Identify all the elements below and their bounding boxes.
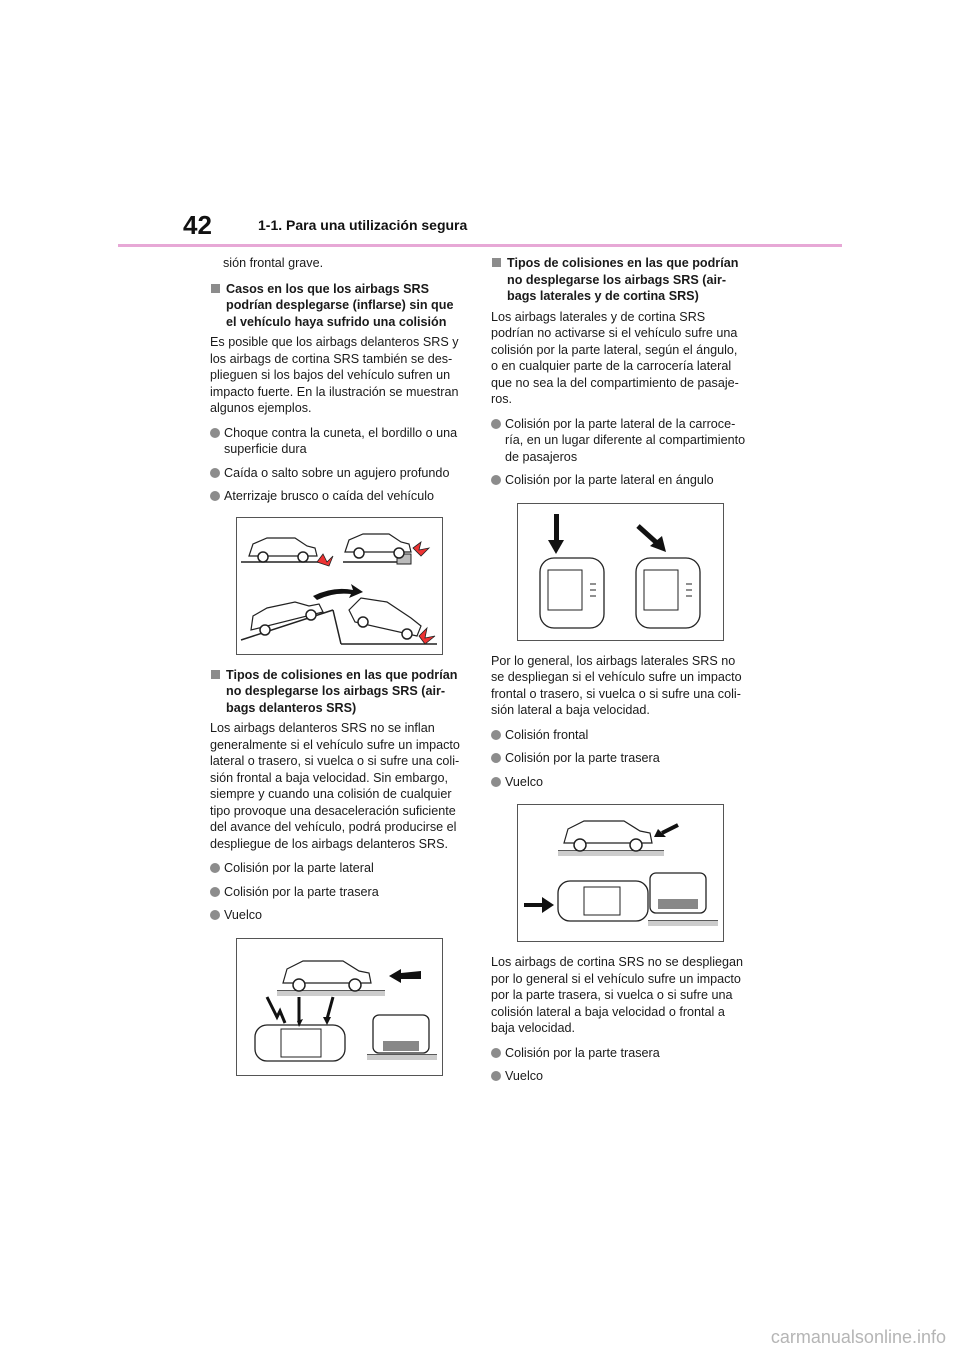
header-rule: [118, 244, 842, 247]
bullet-item: [491, 774, 746, 791]
paragraph: Los airbags laterales y de cortina SRS podrían no activarse si el vehículo sufre una colisión por la parte lateral, según el ángulo, o en cualquier parte de la carrocería lateral que no sea la del compartimiento de pasaje- ros.: [491, 309, 739, 406]
bullet-text: Colisión por la parte trasera: [505, 751, 660, 765]
bullet-text: Colisión por la parte lateral de la carroce- ría, en un lugar diferente al compartimiento de pasajeros: [505, 416, 746, 464]
bullet-text: Aterrizaje brusco o caída del vehículo: [224, 489, 435, 503]
heading-text: Tipos de colisiones en las que podrían no desplegarse los airbags SRS (air- bags delanteros SRS): [226, 667, 458, 715]
bullet-dot-icon: [491, 419, 501, 429]
bullet-text: Caída o salto sobre un agujero profundo: [224, 465, 450, 480]
bullet-item: [210, 425, 465, 458]
bullet-item: [210, 465, 465, 482]
bullet-text: Colisión por la parte lateral en ángulo: [505, 473, 714, 487]
paragraph: Los airbags de cortina SRS no se despliegan por lo general si el vehículo sufre un impacto por la parte trasera, si vuelca o si sufre una colisión lateral a baja velocidad o frontal a baja velocidad.: [491, 955, 744, 1035]
bullet-item: [491, 1045, 746, 1062]
bullet-dot-icon: [210, 887, 220, 897]
illustration-side-angle-impacts: [517, 503, 724, 641]
bullet-dot-icon: [210, 468, 220, 478]
heading-text: Tipos de colisiones en las que podrían no desplegarse los airbags SRS (air- bags laterales y de cortina SRS): [507, 256, 739, 303]
heading-side-curtain-no-deploy: [491, 255, 746, 305]
bullet-text: Choque contra la cuneta, el bordillo o una superficie dura: [224, 425, 458, 456]
square-bullet-icon: [211, 670, 220, 679]
bullet-item: [210, 488, 465, 505]
square-bullet-icon: [492, 258, 501, 267]
heading-text: Casos en los que los airbags SRS podrían desplegarse (inflarse) sin que el vehículo haya sufrido una colisión: [226, 281, 454, 329]
bullet-dot-icon: [210, 428, 220, 438]
bullet-dot-icon: [210, 863, 220, 873]
paragraph: Es posible que los airbags delanteros SRS y los airbags de cortina SRS también se des- plieguen si los bajos del vehículo sufren un impacto fuerte. En la ilustración se muestran algunos ejemplos.: [210, 335, 459, 415]
bullet-text: Colisión por la parte trasera: [224, 884, 379, 899]
bullet-dot-icon: [491, 1071, 501, 1081]
bullet-dot-icon: [491, 1048, 501, 1058]
bullet-item: [210, 884, 465, 901]
illustration-front-airbag-no-deploy: [236, 938, 443, 1076]
paragraph: Por lo general, los airbags laterales SRS no se despliegan si el vehículo sufre un impacto frontal o trasero, si vuelca o si sufre una coli- sión lateral a baja velocidad.: [491, 653, 742, 717]
bullet-dot-icon: [491, 475, 501, 485]
bullet-text: Colisión frontal: [505, 727, 589, 742]
bullet-item: [491, 1068, 746, 1085]
page-header: [0, 0, 960, 250]
left-column: [210, 255, 465, 1088]
bullet-text: Vuelco: [224, 908, 263, 922]
bullet-dot-icon: [491, 753, 501, 763]
watermark: carmanualsonline.info: [770, 1327, 946, 1347]
bullet-item: [210, 860, 465, 877]
bullet-item: [491, 727, 746, 744]
paragraph: Los airbags delanteros SRS no se inflan generalmente si el vehículo sufre un impacto lateral o trasero, si vuelca o si sufre una coli- sión frontal a baja velocidad. Sin embargo, siempre y cuando una colisión de cualquier tipo provoque una desaceleración suficiente del avance del vehículo, podrá producirse el despliegue de los airbags delanteros SRS.: [210, 721, 460, 851]
illustration-side-airbag-no-deploy: [517, 804, 724, 942]
continued-text: sión frontal grave.: [223, 256, 324, 270]
bullet-dot-icon: [210, 910, 220, 920]
bullet-text: Vuelco: [505, 774, 544, 789]
page-number: 42: [183, 210, 212, 240]
bullet-dot-icon: [491, 730, 501, 740]
bullet-item: [210, 907, 465, 924]
bullet-text: Vuelco: [505, 1069, 544, 1083]
square-bullet-icon: [211, 284, 220, 293]
bullet-text: Colisión por la parte trasera: [505, 1045, 660, 1060]
right-column: [491, 255, 746, 1092]
bullet-item: [491, 472, 746, 489]
illustration-underbody-impacts: [236, 517, 443, 655]
bullet-dot-icon: [491, 777, 501, 787]
bullet-text: Colisión por la parte lateral: [224, 861, 374, 875]
heading-front-airbags-no-deploy: [210, 667, 465, 717]
bullet-item: [491, 416, 746, 466]
bullet-dot-icon: [210, 491, 220, 501]
heading-unintended-deploy: [210, 281, 465, 331]
bullet-item: [491, 750, 746, 767]
section-title: 1-1. Para una utilización segura: [258, 217, 468, 233]
